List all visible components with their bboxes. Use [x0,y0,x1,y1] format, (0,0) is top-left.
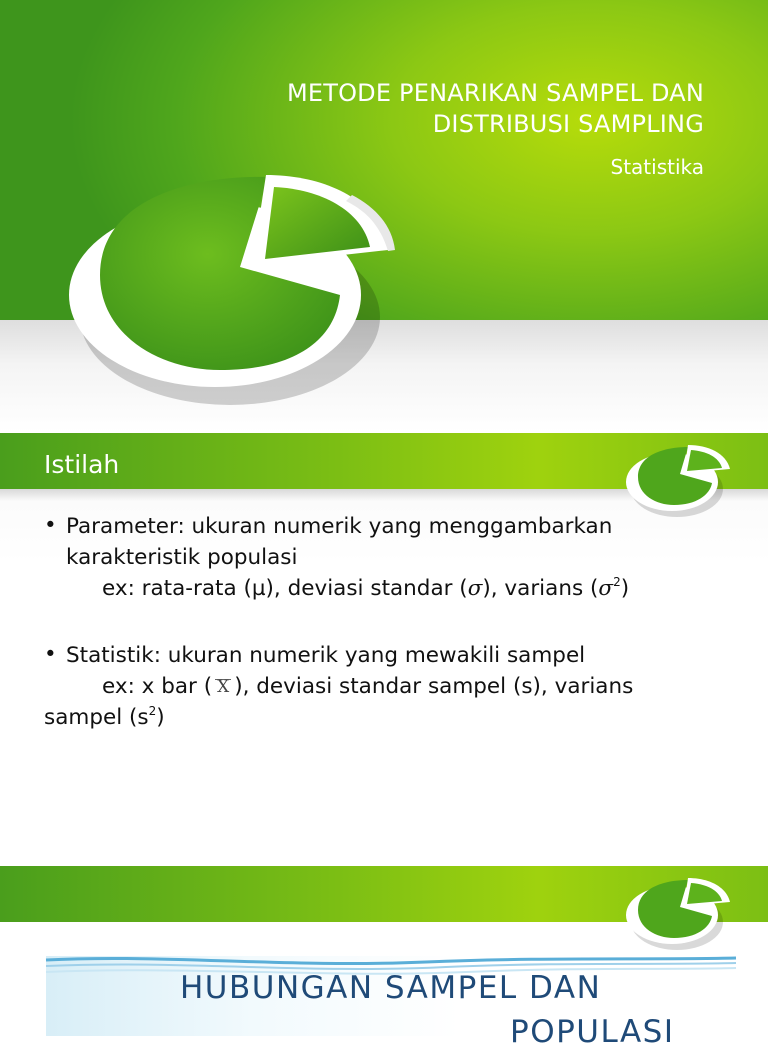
slide-title [180,966,675,1054]
bullet-parameter [44,511,734,573]
sigma-symbol: σ [598,576,614,601]
close-paren: ) [156,705,165,730]
superscript-2: 2 [613,575,621,589]
xbar-symbol: X [217,677,230,697]
bullet-dot: • [44,513,57,538]
superscript-2: 2 [148,704,157,718]
statistik-example-line2 [44,702,734,733]
content-slide-hubungan [0,866,768,1050]
slide-title [84,78,704,140]
parameter-example [44,573,734,604]
close-paren: ) [620,576,630,601]
pie-chart-icon [626,872,736,952]
spacer [44,604,734,640]
parameter-example-pre: ex: rata-rata (µ), deviasi standar ( [102,576,468,601]
slide-body [44,511,734,733]
bullet-parameter-text: Parameter: ukuran numerik yang menggambarkan karakteristik populasi [66,514,613,570]
content-slide-istilah [0,433,768,865]
bullet-statistik-text: Statistik: ukuran numerik yang mewakili sampel [66,643,586,668]
title-line-1: METODE PENARIKAN SAMPEL DAN [286,79,704,107]
title-line-2: POPULASI [510,1014,675,1050]
statistik-example-line2-text: sampel (s [44,705,149,730]
title-slide [0,0,768,432]
title-line-1: HUBUNGAN SAMPEL DAN [180,970,602,1006]
parameter-example-mid: ), varians ( [482,576,599,601]
bullet-statistik [44,640,734,671]
bullet-dot: • [44,642,57,667]
title-line-2: DISTRIBUSI SAMPLING [432,110,704,138]
statistik-example-pre: ex: x bar ( [102,674,213,699]
pie-chart-icon [70,155,410,405]
slide-subtitle: Statistika [610,155,704,179]
pie-chart-icon [626,439,736,519]
slide-heading: Istilah [44,450,120,479]
statistik-example-mid: ), deviasi standar sampel (s), varians [234,674,634,699]
statistik-example [44,671,734,702]
sigma-symbol: σ [467,576,483,601]
